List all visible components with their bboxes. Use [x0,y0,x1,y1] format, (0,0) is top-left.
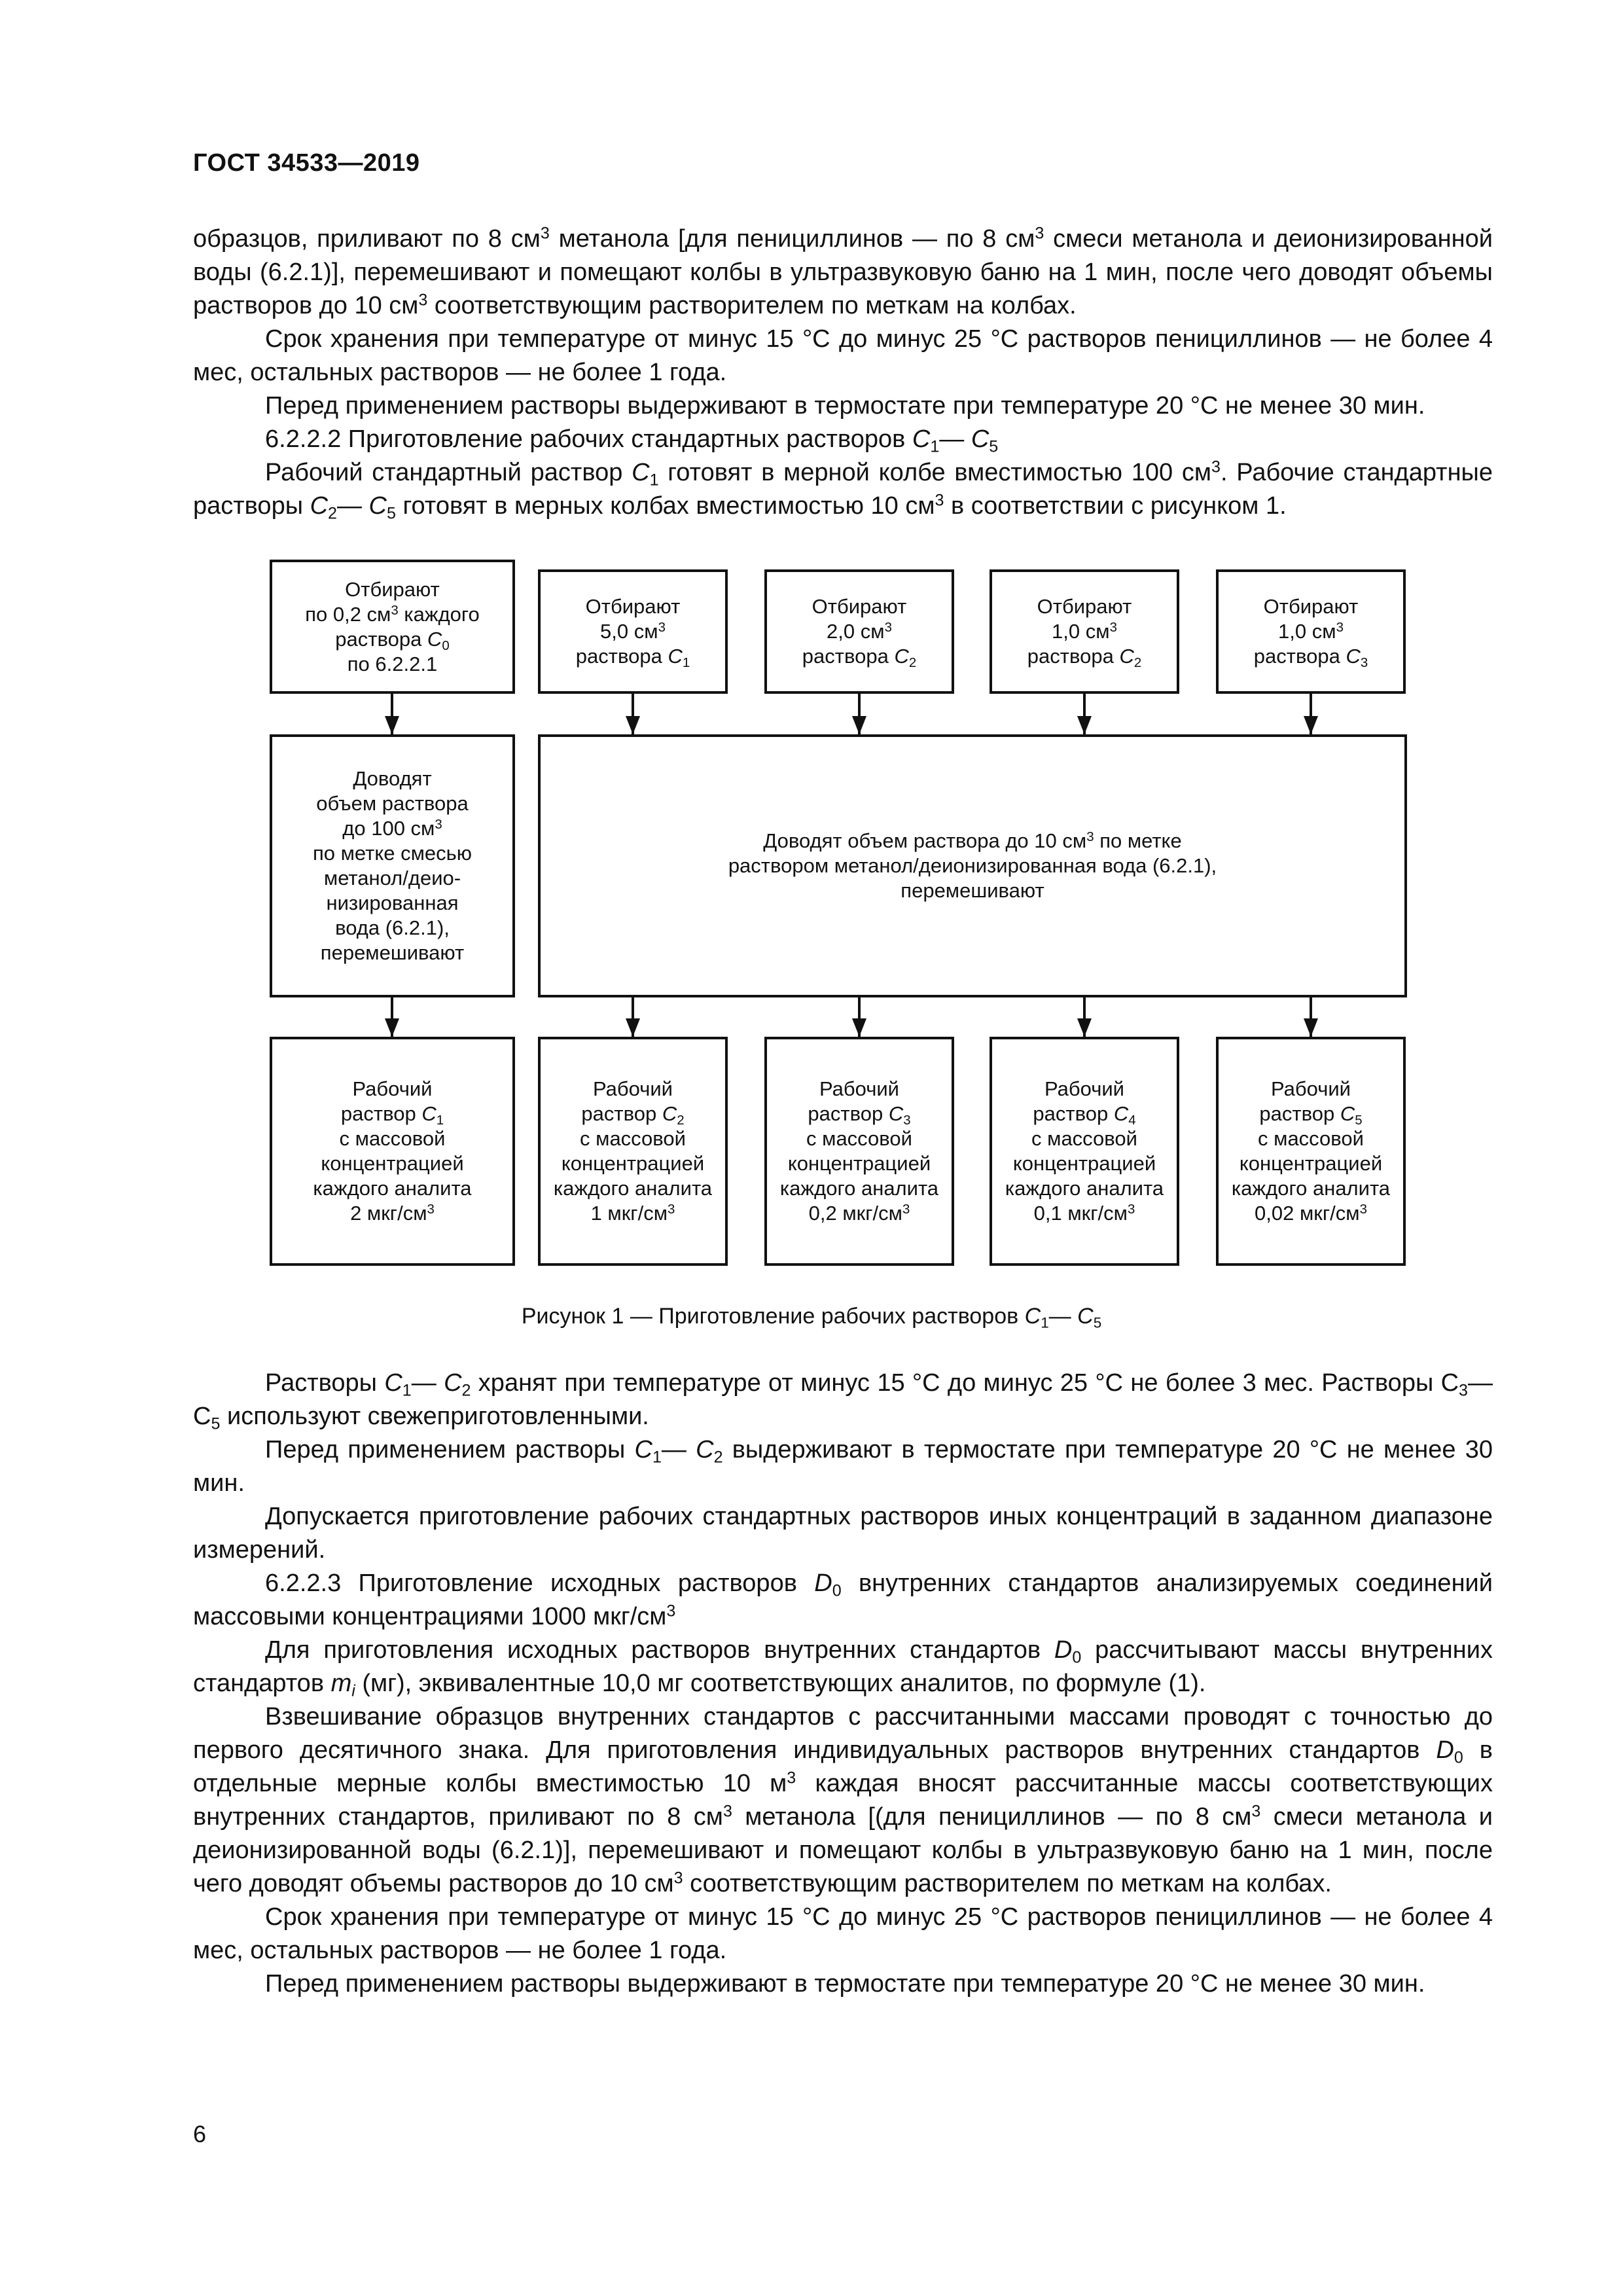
page-number: 6 [193,2121,207,2147]
arrow-down-icon [852,716,866,734]
bottom-box-c5: Рабочий раствор $C_5$ с массовой концентрацией каждого аналита 0,02 мкг/$см^3$ [1216,1037,1406,1266]
paragraph: Срок хранения при температуре от минус 15 °С до минус 25 °С растворов пенициллинов — не более 4 мес, остальных растворов — не более 1 года. [193,325,1493,386]
figure-caption: Рисунок 1 — Приготовление рабочих растворов $C_1—$ $C_5$ [521,1304,1102,1331]
paragraph: Взвешивание образцов внутренних стандартов с рассчитанными массами проводят с точностью до первого десятичного знака. Для приготовления индивидуальных растворов внутренних стандартов $D_0$ в отдельные мерные колбы вместимостью 10 $м^3$ каждая вносят рассчитанные массы соответствующих внутренних стандартов, приливают по 8 $см^3$ метанола [(для пенициллинов — по 8 $см^3$ смеси метанола и деионизированной воды (6.2.1)], перемешивают и помещают колбы в ультразвуковую баню на 1 мин, после чего доводят объемы растворов до 10 $см^3$ соответствующим растворителем по меткам на колбах. [193,1703,1493,1897]
paragraph: Для приготовления исходных растворов внутренних стандартов $D_0$ рассчитывают массы внутренних стандартов $m_i$ (мг), эквивалентные 10,0 мг соответствующих аналитов, по формуле (1). [193,1636,1493,1700]
text-block-bottom [193,1367,1493,2001]
section-heading: 6.2.2.2 Приготовление рабочих стандартных растворов $C_1—$ $C_5$ [265,425,999,456]
bottom-box-c2: Рабочий раствор $C_2$ с массовой концентрацией каждого аналита 1 мкг/$см^3$ [538,1037,728,1266]
middle-box-dilute-10: Доводят объем раствора до 10 $см^3$ по метке раствором метанол/деионизированная вода (6.2.1), перемешивают [538,734,1407,997]
arrow-down-icon [852,1018,866,1037]
arrow-down-icon [1304,716,1318,734]
arrow-down-icon [626,716,640,734]
arrow-down-icon [1077,1018,1092,1037]
top-box-1: Отбирают по 0,2 $см^3$ каждого раствора $C_0$ по 6.2.2.1 [270,560,515,694]
top-box-5: Отбирают 1,0 $см^3$ раствора $C_3$ [1216,569,1406,694]
middle-box-dilute-100: Доводят объем раствора до 100 $см^3$ по метке смесью метанол/деио- низированная вода (6.2.1), перемешивают [270,734,515,997]
paragraph: Допускается приготовление рабочих стандартных растворов иных концентраций в заданном диапазоне измерений. [193,1503,1493,1564]
section-heading: 6.2.2.3 Приготовление исходных растворов $D_0$ внутренних стандартов анализируемых соединений массовыми концентрациями 1000 мкг/$см^3$ [193,1570,1493,1630]
paragraph: Перед применением растворы выдерживают в термостате при температуре 20 °С не менее 30 мин. [265,1970,1425,1998]
paragraph: Растворы $C_1—$ $C_2$ хранят при температуре от минус 15 °С до минус 25 °С не более 3 мес. Растворы $С_3—$ $С_5$ используют свежеприготовленными. [193,1369,1493,1433]
paragraph: Рабочий стандартный раствор $C_1$ готовят в мерной колбе вместимостью 100 $см^3$. Рабочие стандартные растворы $C_2—$ $C_5$ готовят в мерных колбах вместимостью 10 $см^3$ в соответствии с рисунком 1. [193,457,1493,523]
bottom-box-c4: Рабочий раствор $C_4$ с массовой концентрацией каждого аналита 0,1 мкг/$см^3$ [990,1037,1179,1266]
arrow-down-icon [1077,716,1092,734]
bottom-box-c3: Рабочий раствор $C_3$ с массовой концентрацией каждого аналита 0,2 мкг/$см^3$ [764,1037,954,1266]
top-box-4: Отбирают 1,0 $см^3$ раствора $C_2$ [990,569,1179,694]
paragraph: образцов, приливают по 8 $см^3$ метанола [для пенициллинов — по 8 $см^3$ смеси метанола и деионизированной воды (6.2.1)], перемешивают и помещают колбы в ультразвуковую баню на 1 мин, после чего доводят объемы растворов до 10 $см^3$ соответствующим растворителем по меткам на колбах. [193,224,1493,319]
paragraph: Срок хранения при температуре от минус 15 °С до минус 25 °С растворов пенициллинов — не более 4 мес, остальных растворов — не более 1 года. [193,1903,1493,1964]
top-box-3: Отбирают 2,0 $см^3$ раствора $C_2$ [764,569,954,694]
arrow-down-icon [626,1018,640,1037]
paragraph: Перед применением растворы выдерживают в термостате при температуре 20 °С не менее 30 мин. [265,392,1425,420]
arrow-down-icon [385,1018,399,1037]
bottom-box-c1: Рабочий раствор $C_1$ с массовой концентрацией каждого аналита 2 мкг/$см^3$ [270,1037,515,1266]
arrow-down-icon [1304,1018,1318,1037]
document-header: ГОСТ 34533—2019 [193,149,420,177]
arrow-down-icon [385,716,399,734]
top-box-2: Отбирают 5,0 $см^3$ раствора $C_1$ [538,569,728,694]
paragraph: Перед применением растворы $C_1—$ $C_2$ выдерживают в термостате при температуре 20 °С не менее 30 мин. [193,1436,1493,1497]
